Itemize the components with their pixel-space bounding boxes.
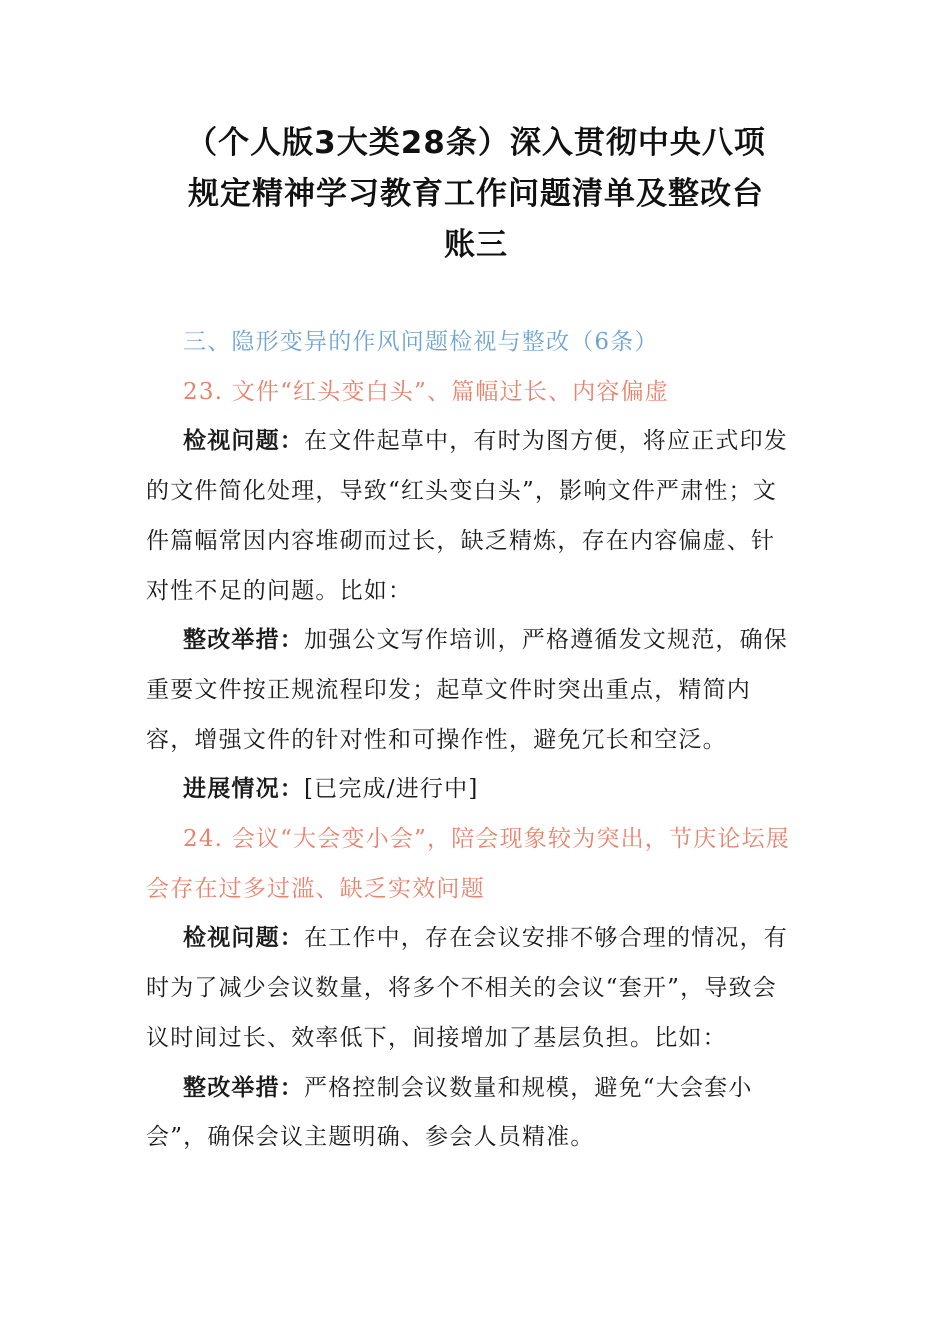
title-line: 规定精神学习教育工作问题清单及整改台 xyxy=(188,176,764,212)
progress-label: 进展情况： xyxy=(183,776,304,803)
measure-paragraph xyxy=(146,1064,798,1163)
document-body xyxy=(146,318,798,1163)
measure-paragraph xyxy=(146,616,798,765)
progress-paragraph xyxy=(146,765,798,815)
measure-text: 加强公文写作培训，严格遵循发文规范，确保重要文件按正规流程印发；起草文件时突出重点，精简内容，增强文件的针对性和可操作性，避免冗长和空泛。 xyxy=(146,627,788,753)
problem-paragraph xyxy=(146,914,798,1063)
title-line: 账三 xyxy=(444,227,508,263)
problem-text: 在文件起草中，有时为图方便，将应正式印发的文件简化处理，导致“红头变白头”，影响文件严肃性；文件篇幅常因内容堆砌而过长，缺乏精炼，存在内容偏虚、针对性不足的问题。比如： xyxy=(146,428,788,604)
problem-label: 检视问题： xyxy=(183,925,304,952)
item-heading-23: 23. 文件“红头变白头”、篇幅过长、内容偏虚 xyxy=(183,378,670,405)
title-line: （个人版3大类28条）深入贯彻中央八项 xyxy=(186,125,766,161)
measure-text: 严格控制会议数量和规模，避免“大会套小会”，确保会议主题明确、参会人员精准。 xyxy=(146,1074,753,1151)
problem-label: 检视问题： xyxy=(183,428,304,455)
progress-text: [已完成/进行中] xyxy=(304,776,479,803)
item-heading-24: 24. 会议“大会变小会”，陪会现象较为突出，节庆论坛展会存在过多过滥、缺乏实效问题 xyxy=(146,826,791,902)
document-title xyxy=(150,118,802,271)
problem-text: 在工作中，存在会议安排不够合理的情况，有时为了减少会议数量，将多个不相关的会议“套开”，导致会议时间过长、效率低下，间接增加了基层负担。比如： xyxy=(146,925,788,1051)
measure-label: 整改举措： xyxy=(183,1074,304,1101)
problem-paragraph xyxy=(146,417,798,616)
measure-label: 整改举措： xyxy=(183,627,304,654)
section-heading: 三、隐形变异的作风问题检视与整改（6条） xyxy=(183,329,659,355)
